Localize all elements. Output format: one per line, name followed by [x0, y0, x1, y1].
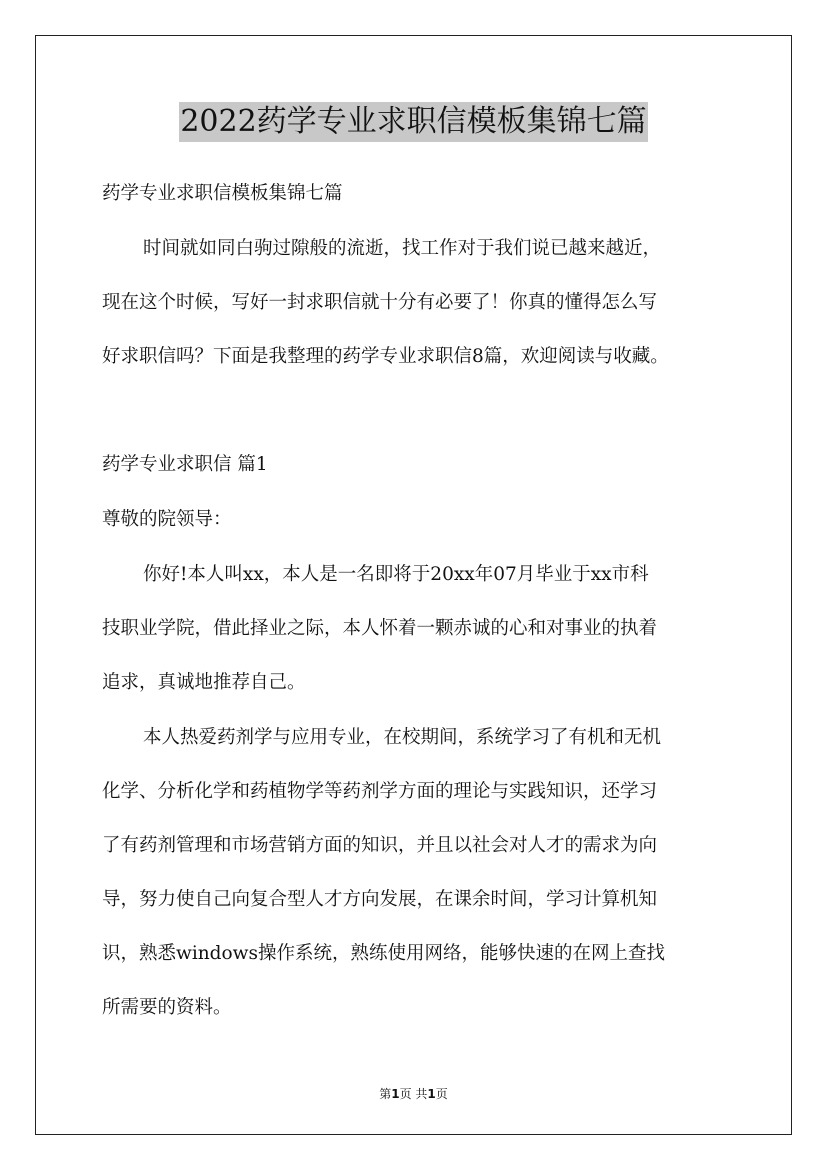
paragraph-line: 所需要的资料。 — [102, 997, 232, 1018]
paragraph-line: 现在这个时候，写好一封求职信就十分有必要了！你真的懂得怎么写 — [102, 292, 658, 313]
paragraph-line: 识，熟悉windows操作系统，熟练使用网络，能够快速的在网上查找 — [102, 943, 665, 964]
paragraph-line: 技职业学院，借此择业之际，本人怀着一颗赤诚的心和对事业的执着 — [102, 618, 658, 639]
page-footer — [0, 1085, 827, 1102]
section-heading: 药学专业求职信 篇1 — [102, 454, 268, 475]
paragraph-line: 了有药剂管理和市场营销方面的知识，并且以社会对人才的需求为向 — [102, 835, 658, 856]
salutation: 尊敬的院领导： — [102, 509, 232, 530]
paragraph-line: 追求，真诚地推荐自己。 — [102, 672, 306, 693]
paragraph-line: 好求职信吗？下面是我整理的药学专业求职信8篇，欢迎阅读与收藏。 — [102, 346, 669, 367]
document-title: 2022药学专业求职信模板集锦七篇 — [179, 102, 647, 142]
title-container — [0, 102, 827, 142]
paragraph-line: 导，努力使自己向复合型人才方向发展，在课余时间，学习计算机知 — [102, 889, 658, 910]
footer-page-number: 1 — [391, 1087, 400, 1101]
footer-page-suffix: 页 — [399, 1087, 412, 1101]
footer-total-number: 1 — [427, 1087, 436, 1101]
paragraph-line: 你好!本人叫xx，本人是一名即将于20xx年07月毕业于xx市科 — [143, 564, 649, 585]
intro-heading: 药学专业求职信模板集锦七篇 — [102, 183, 343, 204]
paragraph-line: 化学、分析化学和药植物学等药剂学方面的理论与实践知识，还学习 — [102, 781, 658, 802]
footer-total-prefix: 共 — [415, 1087, 428, 1101]
footer-page-prefix: 第 — [379, 1087, 392, 1101]
paragraph-line: 时间就如同白驹过隙般的流逝，找工作对于我们说已越来越近， — [143, 238, 662, 259]
paragraph-line: 本人热爱药剂学与应用专业，在校期间，系统学习了有机和无机 — [143, 727, 662, 748]
footer-total-suffix: 页 — [435, 1087, 448, 1101]
